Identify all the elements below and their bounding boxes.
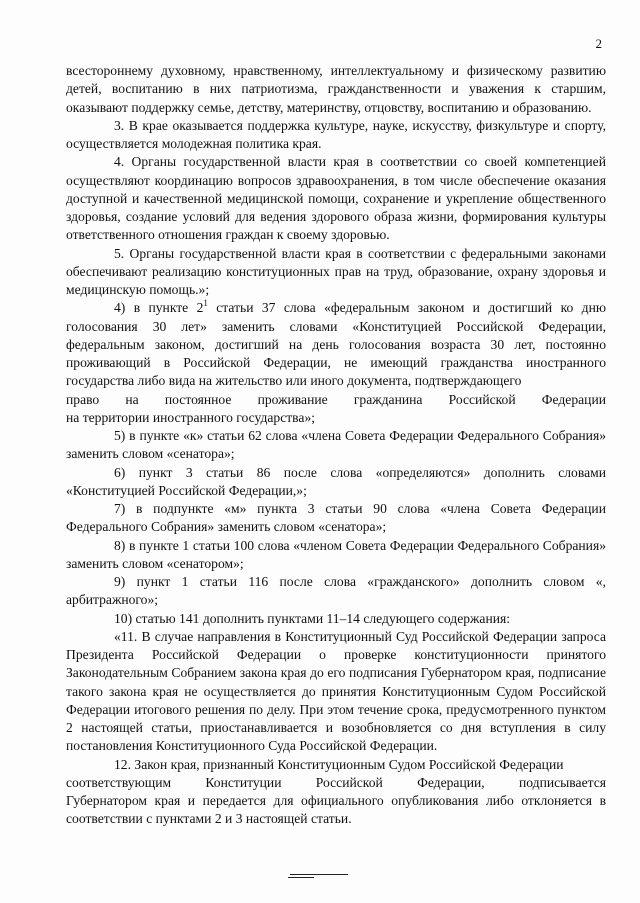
amendment-item-6: 6) пункт 3 статьи 86 после слова «определяются» дополнить словами «Конституцией Российской Федерации,»; (66, 464, 606, 498)
item-4-word: право (66, 391, 100, 407)
amendment-item-4 (66, 299, 606, 390)
item-4-word: проживание (257, 391, 328, 407)
amendment-item-10: 10) статью 141 дополнить пунктами 11–14 следующего содержания: (114, 610, 511, 626)
point-12-word: Федерации, (417, 774, 485, 790)
point-12-word: Российской (315, 774, 383, 790)
item-4-spread-line (66, 391, 606, 409)
paragraph-continuation: всестороннему духовному, нравственному, интеллектуальному и физическому развитию детей, воспитанию в них патриотизма, гражданственности и уважения к старшим, оказывают поддержку семье, детству, материнству, отцовству, воспитанию и образованию. (66, 63, 606, 115)
amendment-item-9: 9) пункт 1 статьи 116 после слова «гражданского» дополнить словом «, арбитражного»; (66, 574, 606, 608)
item-4-superscript: 1 (203, 298, 208, 309)
new-point-11: «11. В случае направления в Конституционный Суд Российской Федерации запроса Президента Российской Федерации о проверке конституционности принятого Законодательным Собранием закона края до его подписания Губернатором края, подписание такого закона края не осуществляется до принятия Конституционным Судом Российской Федерации итогового решения по делу. При этом течение срока, предусмотренного пунктом 2 настоящей статьи, приостанавливается и возобновляется со дня вступления в силу постановления Конституционного Суда Российской Федерации. (66, 628, 606, 754)
paragraph-4: 4. Органы государственной власти края в соответствии со своей компетенцией осуществляют координацию вопросов здравоохранения, в том числе обеспечение оказания доступной и качественной медицинской помощи, сохранение и укрепление общественного здоровья, создание условий для ведения здорового образа жизни, формирования культуры ответственного отношения граждан к своему здоровью. (66, 154, 606, 243)
new-point-12-rest: Губернатором края и передается для официального опубликования либо отклоняется в соответствии с пунктами 2 и 3 настоящей статьи. (66, 793, 606, 827)
point-12-word: подписывается (518, 774, 606, 790)
amendment-item-8: 8) в пункте 1 статьи 100 слова «членом Совета Федерации Федерального Собрания» заменить словом «сенатором»; (66, 537, 606, 571)
new-point-12-first-line: 12. Закон края, признанный Конституционным Судом Российской Федерации (114, 756, 564, 772)
footer-rule-short (288, 877, 314, 878)
footer-rule (290, 874, 348, 875)
paragraph-3: 3. В крае оказывается поддержка культуре, науке, искусству, физкультуре и спорту, осуществляется молодежная политика края. (66, 117, 606, 151)
page-number: 2 (595, 36, 602, 51)
point-12-word: соответствующим (66, 774, 172, 790)
item-4-word: гражданина (353, 391, 423, 407)
item-4-text: статьи 37 слова «федеральным законом и достигший ко дню голосования 30 лет» заменить словами «Конституцией Российской Федерации, федеральным законом, достигший на день голосования возраста 30 лет, постоянно проживающий в Российской Федерации, не имеющий гражданства иностранного государства либо вида на жительство или иного документа, подтверждающего (66, 300, 606, 389)
item-4-word: на (125, 391, 139, 407)
item-4-tail: на территории иностранного государства»; (66, 409, 316, 425)
point-12-word: Конституции (205, 774, 282, 790)
paragraph-5: 5. Органы государственной власти края в соответствии с федеральными законами обеспечивают реализацию конституционных прав на труд, образование, охрану здоровья и медицинскую помощь.»; (66, 245, 606, 297)
item-4-word: Российской (448, 391, 516, 407)
item-4-word: Федерации (541, 391, 606, 407)
point-12-spread-line (66, 774, 606, 792)
amendment-item-7: 7) в подпункте «м» пункта 3 статьи 90 слова «члена Совета Федерации Федерального Собрания» заменить словом «сенатора»; (66, 501, 606, 535)
document-body (66, 62, 606, 829)
item-4-prefix: 4) в пункте 2 (114, 300, 204, 316)
amendment-item-5: 5) в пункте «к» статьи 62 слова «члена Совета Федерации Федерального Собрания» заменить словом «сенатора»; (66, 428, 606, 462)
item-4-word: постоянное (164, 391, 232, 407)
